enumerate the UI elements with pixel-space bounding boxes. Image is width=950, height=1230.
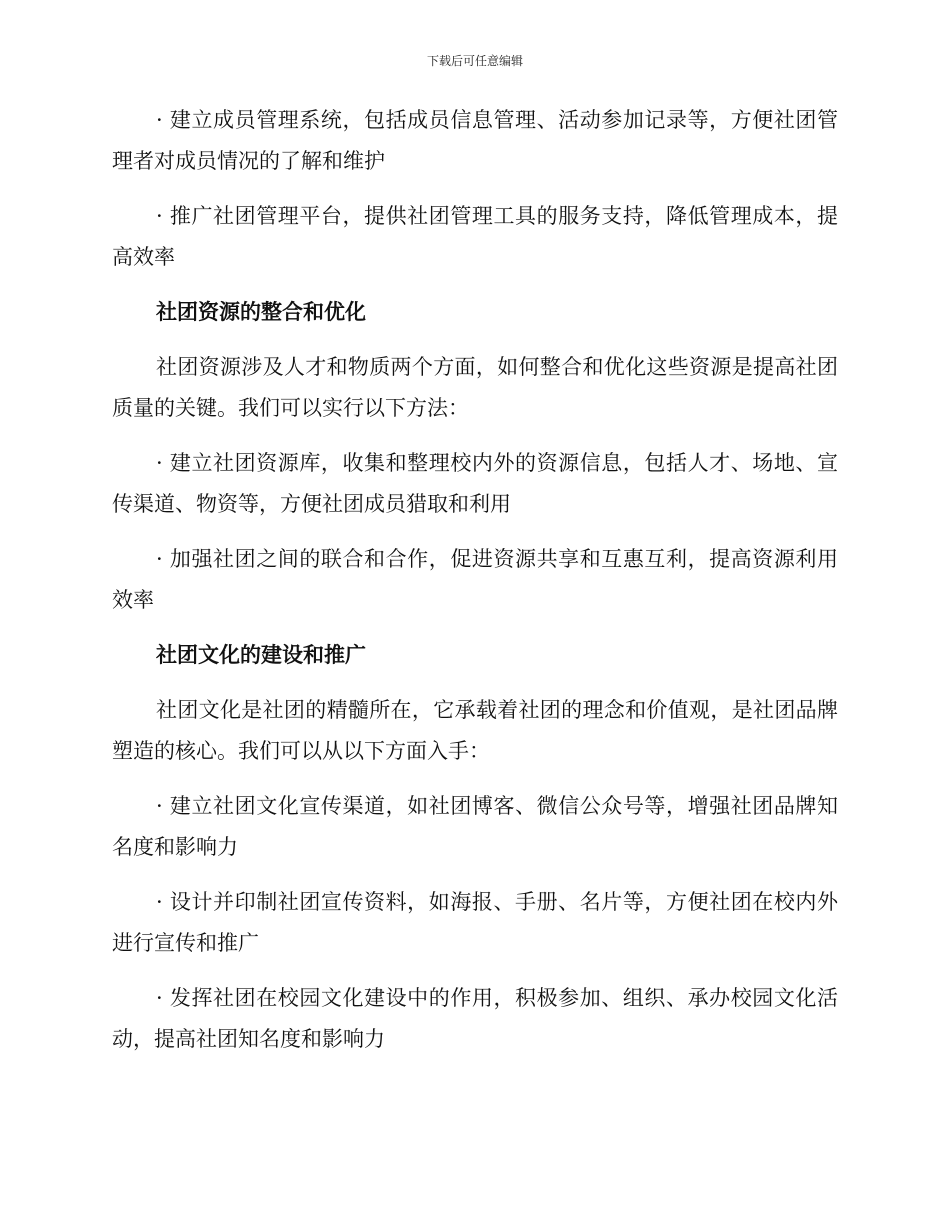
bullet-promo-materials: · 设计并印制社团宣传资料，如海报、手册、名片等，方便社团在校内外进行宣传和推广 bbox=[112, 890, 838, 955]
page-header: 下载后可任意编辑 bbox=[426, 54, 523, 68]
document-body bbox=[112, 100, 838, 1060]
bullet-campus-culture: · 发挥社团在校园文化建设中的作用，积极参加、组织、承办校园文化活动，提高社团知名度和影响力 bbox=[112, 986, 838, 1051]
bullet-management-platform: · 推广社团管理平台，提供社团管理工具的服务支持，降低管理成本，提高效率 bbox=[112, 204, 838, 269]
paragraph-resources-intro: 社团资源涉及人才和物质两个方面，如何整合和优化这些资源是提高社团质量的关键。我们可以实行以下方法： bbox=[112, 355, 838, 420]
bullet-member-system: · 建立成员管理系统，包括成员信息管理、活动参加记录等，方便社团管理者对成员情况的了解和维护 bbox=[112, 108, 838, 173]
paragraph-culture-intro: 社团文化是社团的精髓所在，它承载着社团的理念和价值观，是社团品牌塑造的核心。我们可以从以下方面入手： bbox=[112, 698, 838, 763]
section-heading-culture: 社团文化的建设和推广 bbox=[156, 643, 366, 667]
bullet-club-cooperation: · 加强社团之间的联合和合作，促进资源共享和互惠互利，提高资源利用效率 bbox=[112, 547, 838, 612]
bullet-culture-channels: · 建立社团文化宣传渠道，如社团博客、微信公众号等，增强社团品牌知名度和影响力 bbox=[112, 794, 838, 859]
section-heading-resources: 社团资源的整合和优化 bbox=[156, 300, 366, 324]
bullet-resource-library: · 建立社团资源库，收集和整理校内外的资源信息，包括人才、场地、宣传渠道、物资等，方便社团成员猎取和利用 bbox=[112, 451, 838, 516]
